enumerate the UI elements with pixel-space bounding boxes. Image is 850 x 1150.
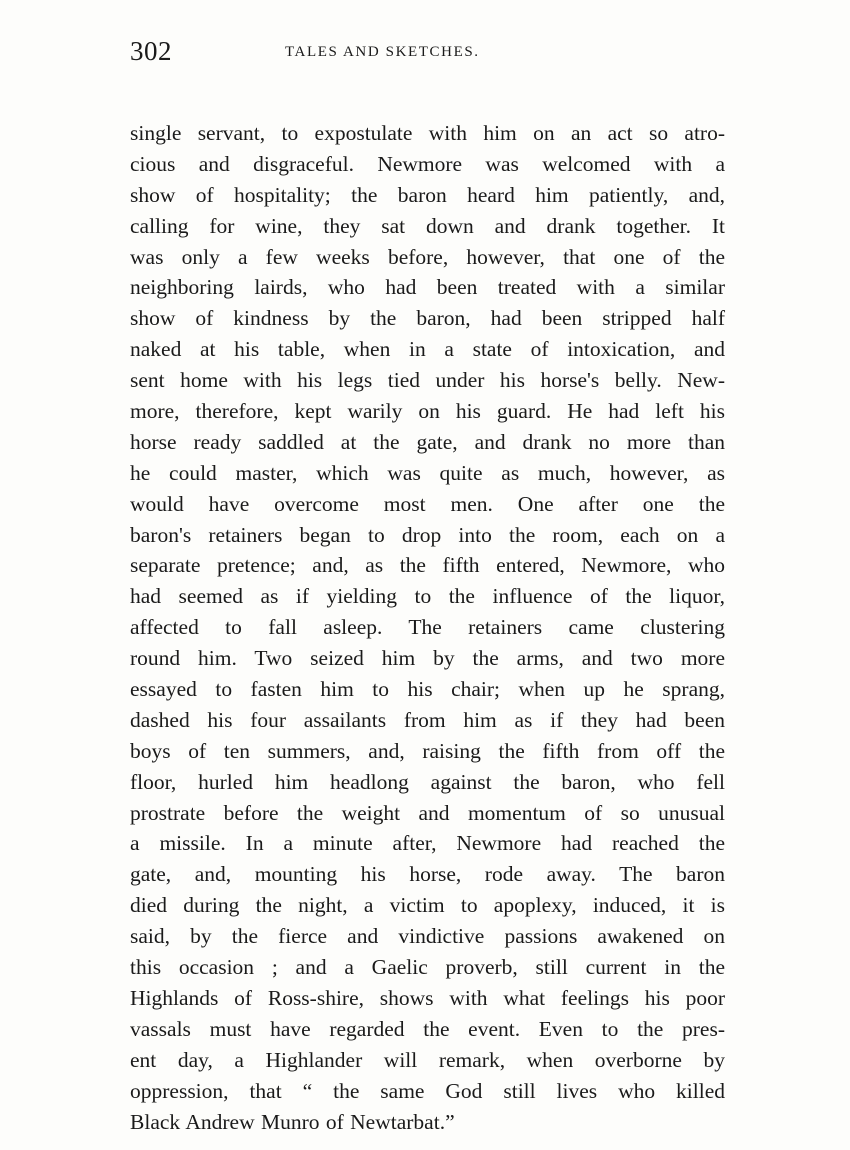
text-line: neighboring lairds, who had been treated with a similar — [130, 275, 725, 300]
text-line: boys of ten summers, and, raising the fifth from off the — [130, 738, 725, 763]
text-line: dashed his four assailants from him as if they had been — [130, 707, 725, 732]
text-line: more, therefore, kept warily on his guard. He had left his — [130, 399, 725, 424]
text-line: a missile. In a minute after, Newmore had reached the — [130, 831, 725, 856]
text-line: said, by the fierce and vindictive passions awakened on — [130, 924, 725, 949]
text-line: was only a few weeks before, however, that one of the — [130, 244, 725, 269]
text-line: gate, and, mounting his horse, rode away. The baron — [130, 862, 725, 887]
text-line: baron's retainers began to drop into the room, each on a — [130, 522, 725, 547]
text-line: essayed to fasten him to his chair; when up he sprang, — [130, 677, 725, 702]
text-line: prostrate before the weight and momentum of so unusual — [130, 800, 725, 825]
body-paragraph — [130, 118, 725, 1137]
text-line: single servant, to expostulate with him on an act so atro- — [130, 121, 725, 145]
text-line: this occasion ; and a Gaelic proverb, still current in the — [130, 955, 725, 980]
text-line: would have overcome most men. One after one the — [130, 491, 725, 516]
text-line: floor, hurled him headlong against the baron, who fell — [130, 769, 725, 794]
text-line: Highlands of Ross-shire, shows with what feelings his poor — [130, 985, 725, 1010]
page-number: 302 — [130, 36, 172, 66]
running-head: TALES AND SKETCHES. — [285, 44, 480, 60]
text-line: Black Andrew Munro of Newtarbat.” — [130, 1109, 455, 1134]
text-line: sent home with his legs tied under his horse's belly. New- — [130, 368, 725, 393]
text-line: affected to fall asleep. The retainers came clustering — [130, 615, 725, 640]
text-line: oppression, that “ the same God still lives who killed — [130, 1078, 725, 1103]
text-line: had seemed as if yielding to the influence of the liquor, — [130, 584, 725, 609]
text-line: died during the night, a victim to apoplexy, induced, it is — [130, 893, 725, 918]
text-line: calling for wine, they sat down and drank together. It — [130, 213, 725, 238]
text-line: cious and disgraceful. Newmore was welcomed with a — [130, 151, 725, 176]
text-line: round him. Two seized him by the arms, and two more — [130, 646, 725, 671]
text-line: vassals must have regarded the event. Even to the pres- — [130, 1016, 725, 1041]
text-line: ent day, a Highlander will remark, when overborne by — [130, 1047, 725, 1072]
page-header — [130, 36, 725, 76]
text-line: horse ready saddled at the gate, and drank no more than — [130, 429, 725, 454]
text-line: naked at his table, when in a state of intoxication, and — [130, 337, 725, 362]
text-line: separate pretence; and, as the fifth entered, Newmore, who — [130, 553, 725, 578]
text-line: he could master, which was quite as much, however, as — [130, 460, 725, 485]
text-line: show of hospitality; the baron heard him patiently, and, — [130, 182, 725, 207]
text-line: show of kindness by the baron, had been stripped half — [130, 306, 725, 331]
